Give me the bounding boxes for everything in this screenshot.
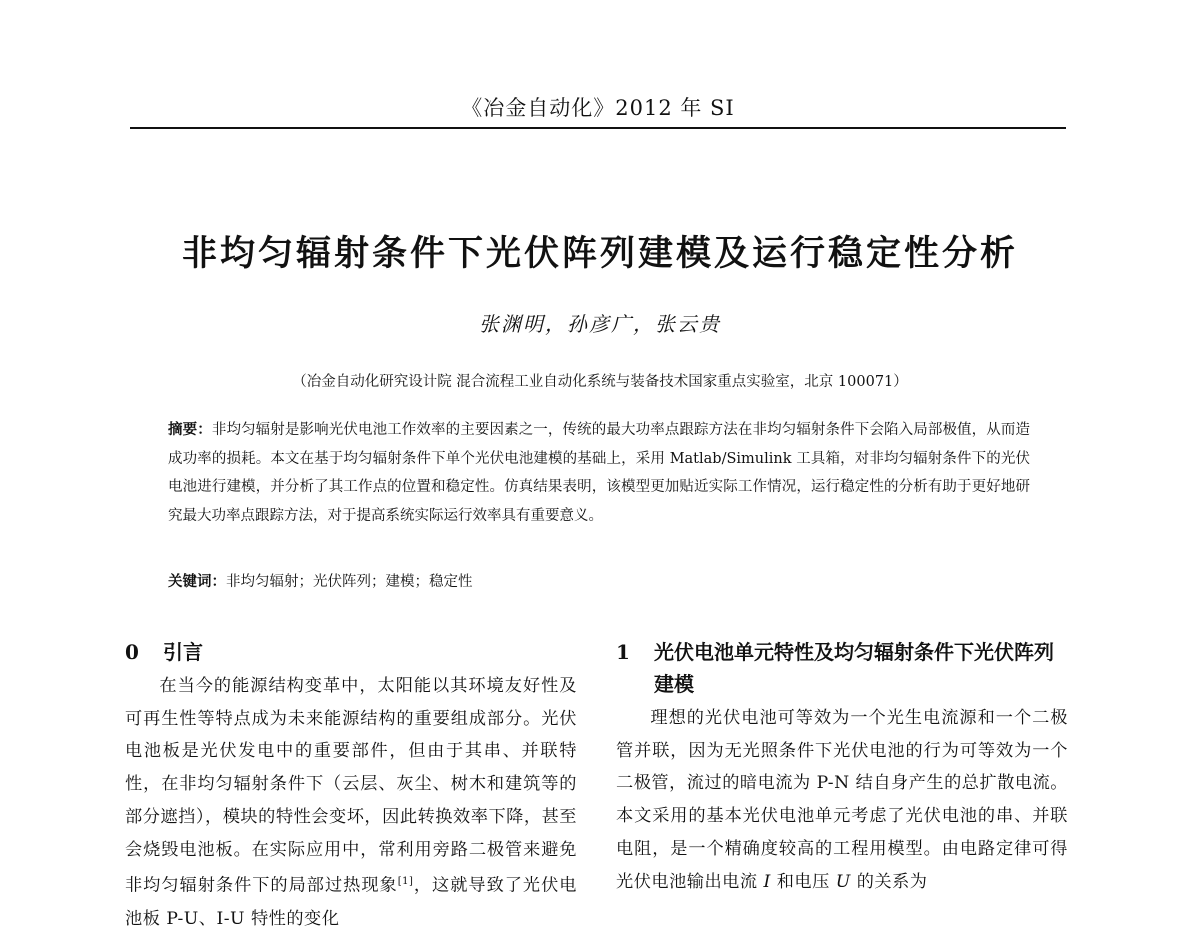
section-title: 引言 — [163, 640, 203, 664]
keywords — [168, 570, 1030, 591]
variable-current: I — [763, 871, 771, 892]
keywords-text: 非均匀辐射；光伏阵列；建模；稳定性 — [226, 574, 473, 590]
journal-running-header: 《冶金自动化》2012 年 SI — [461, 96, 735, 120]
variable-voltage: U — [835, 871, 851, 892]
section-number: 1 — [616, 640, 630, 664]
keywords-label: 关键词： — [168, 574, 226, 590]
abstract-text: 非均匀辐射是影响光伏电池工作效率的主要因素之一，传统的最大功率点跟踪方法在非均匀辐射条件下会陷入局部极值，从而造成功率的损耗。本文在基于均匀辐射条件下单个光伏电池建模的基础上，采用 Matlab/Simulink 工具箱，对非均匀辐射条件下的光伏电池进行建模，并分析了其工作点的位置和稳定性。仿真结果表明，该模型更加贴近实际工作情况，运行稳定性的分析有助于更好地研究最大功率点跟踪方法，对于提高系统实际运行效率具有重要意义。 — [168, 422, 1031, 524]
paragraph-text: ，这就导致了光伏电池板 P-U、I-U 特性的变化 — [125, 875, 577, 929]
paper-affiliation: （冶金自动化研究设计院 混合流程工业自动化系统与装备技术国家重点实验室，北京 100071） — [292, 374, 908, 390]
pv-model-paragraph — [616, 702, 1068, 898]
section-heading-introduction — [125, 636, 577, 668]
right-column — [616, 636, 1068, 898]
header-rule — [130, 127, 1066, 129]
paper-title: 非均匀辐射条件下光伏阵列建模及运行稳定性分析 — [181, 234, 1018, 274]
section-heading-pv-modeling — [616, 636, 1068, 700]
paragraph-text: 和电压 — [770, 871, 836, 892]
paragraph-text: 理想的光伏电池可等效为一个光生电流源和一个二极管并联，因为无光照条件下光伏电池的行为可等效为一个二极管，流过的暗电流为 P-N 结自身产生的总扩散电流。本文采用的基本光伏电池单元考虑了光伏电池的串、并联电阻，是一个精确度较高的工程用模型。由电路定律可得光伏电池输出电流 — [616, 708, 1068, 892]
section-title: 光伏电池单元特性及均匀辐射条件下光伏阵列建模 — [654, 640, 1054, 696]
introduction-paragraph — [125, 670, 577, 935]
abstract-label: 摘要： — [168, 422, 212, 438]
section-number: 0 — [125, 640, 139, 664]
paragraph-text: 在当今的能源结构变革中，太阳能以其环境友好性及可再生性等特点成为未来能源结构的重要组成部分。光伏电池板是光伏发电中的重要部件，但由于其串、并联特性，在非均匀辐射条件下（云层、灰尘、树木和建筑等的部分遮挡），模块的特性会变坏，因此转换效率下降，甚至会烧毁电池板。在实际应用中，常利用旁路二极管来避免非均匀辐射条件下的局部过热现象 — [125, 676, 577, 896]
left-column — [125, 636, 577, 935]
paper-authors: 张渊明，孙彦广，张云贵 — [479, 312, 721, 336]
paragraph-text: 的关系为 — [850, 871, 928, 892]
citation-ref: [1] — [397, 876, 414, 888]
abstract — [168, 416, 1030, 530]
